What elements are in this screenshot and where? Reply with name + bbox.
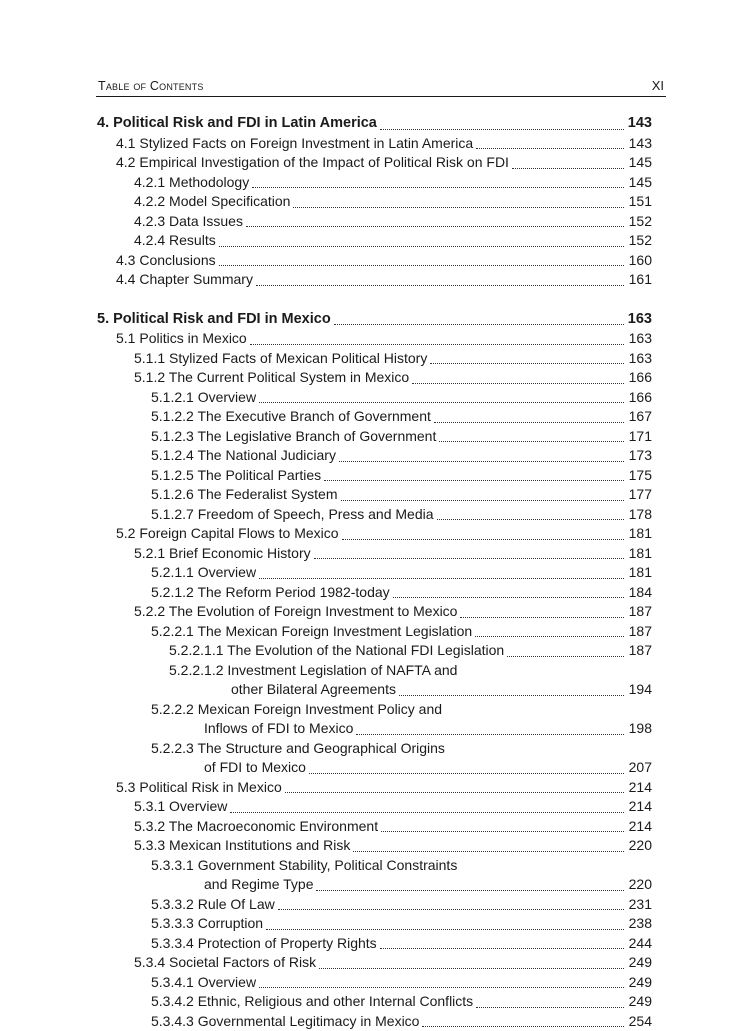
toc-entry — [96, 134, 652, 154]
toc-chapter-entry — [96, 310, 652, 330]
toc-entry-title: 5.3.1 Overview — [134, 797, 227, 817]
toc-entry — [96, 856, 652, 876]
toc-page-number: 249 — [626, 953, 652, 973]
toc-page-number: 187 — [626, 622, 652, 642]
toc-entry-title: 5.3.3.2 Rule Of Law — [151, 895, 275, 915]
dot-leader — [219, 253, 624, 266]
toc-entry-title: and Regime Type — [204, 875, 313, 895]
toc-entry-title: 5.3.3.4 Protection of Property Rights — [151, 934, 377, 954]
toc-entry — [96, 485, 652, 505]
toc-page-number: 187 — [626, 602, 652, 622]
toc-page-number: 163 — [626, 329, 652, 349]
toc-entry — [96, 817, 652, 837]
toc-page-number: 214 — [626, 797, 652, 817]
toc-page-number: 163 — [626, 349, 652, 369]
header-section-title: Table of Contents — [98, 79, 204, 93]
dot-leader — [219, 234, 624, 247]
dot-leader — [341, 488, 625, 501]
dot-leader — [380, 117, 624, 130]
toc-entry-title: 5.1.1 Stylized Facts of Mexican Political History — [134, 349, 427, 369]
toc-chapter-entry — [96, 114, 652, 134]
toc-page-number: 198 — [626, 719, 652, 739]
dot-leader — [422, 1014, 624, 1027]
running-header — [96, 77, 666, 97]
dot-leader — [334, 312, 624, 325]
toc-page-number: 194 — [626, 680, 652, 700]
toc-entry — [96, 700, 652, 720]
toc-entry — [96, 739, 652, 759]
dot-leader — [507, 644, 624, 657]
toc-entry — [96, 231, 652, 251]
toc-page-number: 161 — [626, 270, 652, 290]
toc-entry — [96, 583, 652, 603]
toc-entry — [96, 192, 652, 212]
toc-entry — [96, 407, 652, 427]
toc-entry-title: 5.3.4.2 Ethnic, Religious and other Internal Conflicts — [151, 992, 473, 1012]
toc-entry — [96, 602, 652, 622]
table-of-contents — [96, 114, 652, 1031]
toc-page-number: 220 — [626, 875, 652, 895]
toc-entry — [96, 622, 652, 642]
toc-entry-title: 5.3.2 The Macroeconomic Environment — [134, 817, 378, 837]
toc-page-number: 166 — [626, 388, 652, 408]
dot-leader — [278, 897, 624, 910]
toc-entry-title: 5.3.4 Societal Factors of Risk — [134, 953, 316, 973]
toc-entry-title: 5.2.1 Brief Economic History — [134, 544, 311, 564]
toc-entry-title: 5.3.3.3 Corruption — [151, 914, 263, 934]
toc-page-number: 254 — [626, 1012, 652, 1031]
toc-entry — [96, 368, 652, 388]
toc-entry — [96, 797, 652, 817]
dot-leader — [293, 195, 624, 208]
toc-entry — [96, 270, 652, 290]
dot-leader — [246, 214, 624, 227]
toc-entry — [96, 544, 652, 564]
toc-entry-title: 4.2.1 Methodology — [134, 173, 249, 193]
toc-entry-title: 5.2.2.2 Mexican Foreign Investment Policy and — [151, 700, 442, 720]
toc-entry — [96, 329, 652, 349]
dot-leader — [285, 780, 624, 793]
toc-entry — [96, 914, 652, 934]
toc-entry-title: 5.2 Foreign Capital Flows to Mexico — [116, 524, 339, 544]
dot-leader — [250, 332, 624, 345]
toc-page-number: 163 — [626, 310, 652, 330]
toc-page-number: 244 — [626, 934, 652, 954]
toc-entry-title: 5.2.1.2 The Reform Period 1982-today — [151, 583, 390, 603]
toc-spacer — [96, 290, 652, 310]
toc-entry-title: 5.3.4.3 Governmental Legitimacy in Mexico — [151, 1012, 419, 1031]
toc-page-number: 181 — [626, 544, 652, 564]
toc-entry — [96, 836, 652, 856]
header-page-number: XI — [652, 78, 664, 93]
dot-leader — [342, 527, 624, 540]
toc-entry — [96, 349, 652, 369]
toc-entry — [96, 895, 652, 915]
toc-entry-title: 5.3.3 Mexican Institutions and Risk — [134, 836, 350, 856]
dot-leader — [412, 371, 624, 384]
dot-leader — [256, 273, 624, 286]
dot-leader — [309, 761, 624, 774]
dot-leader — [476, 995, 624, 1008]
toc-entry-title: 4.2.2 Model Specification — [134, 192, 290, 212]
toc-entry — [96, 641, 652, 661]
toc-entry-title: 5.1.2.2 The Executive Branch of Government — [151, 407, 431, 427]
toc-entry-title: Inflows of FDI to Mexico — [204, 719, 353, 739]
toc-entry-title: 5.1.2.3 The Legislative Branch of Government — [151, 427, 436, 447]
toc-entry — [96, 661, 652, 681]
toc-page-number: 231 — [626, 895, 652, 915]
toc-entry — [96, 153, 652, 173]
toc-entry — [96, 934, 652, 954]
toc-page-number: 145 — [626, 173, 652, 193]
toc-entry-title: 5.2.1.1 Overview — [151, 563, 256, 583]
toc-page-number: 249 — [626, 973, 652, 993]
toc-page-number: 171 — [626, 427, 652, 447]
toc-entry-title: 5.1.2.4 The National Judiciary — [151, 446, 336, 466]
toc-page-number: 152 — [626, 212, 652, 232]
toc-entry-title: 4.1 Stylized Facts on Foreign Investment in Latin America — [116, 134, 473, 154]
toc-entry-title: 4.4 Chapter Summary — [116, 270, 253, 290]
toc-entry-title: 4.2.3 Data Issues — [134, 212, 243, 232]
toc-entry — [96, 973, 652, 993]
toc-entry — [96, 758, 652, 778]
dot-leader — [381, 819, 624, 832]
toc-page-number: 187 — [626, 641, 652, 661]
toc-entry-title: 5.1.2.5 The Political Parties — [151, 466, 321, 486]
toc-entry — [96, 388, 652, 408]
toc-entry-title: 5.1.2.1 Overview — [151, 388, 256, 408]
toc-entry-title: 5.2.2.1.1 The Evolution of the National FDI Legislation — [169, 641, 504, 661]
dot-leader — [266, 917, 624, 930]
toc-entry — [96, 251, 652, 271]
toc-entry — [96, 1012, 652, 1031]
toc-entry-title: 5.2.2.1 The Mexican Foreign Investment Legislation — [151, 622, 472, 642]
dot-leader — [356, 722, 624, 735]
toc-entry — [96, 875, 652, 895]
dot-leader — [324, 468, 624, 481]
dot-leader — [434, 410, 624, 423]
dot-leader — [393, 585, 624, 598]
toc-page-number: 177 — [626, 485, 652, 505]
dot-leader — [230, 800, 624, 813]
toc-entry-title: 5.3 Political Risk in Mexico — [116, 778, 282, 798]
dot-leader — [314, 546, 624, 559]
toc-page-number: 249 — [626, 992, 652, 1012]
dot-leader — [476, 136, 624, 149]
toc-entry — [96, 953, 652, 973]
toc-page-number: 160 — [626, 251, 652, 271]
toc-entry — [96, 446, 652, 466]
toc-entry-title: 5.2.2.3 The Structure and Geographical Origins — [151, 739, 445, 759]
toc-page-number: 181 — [626, 524, 652, 544]
toc-entry-title: 5.1.2 The Current Political System in Mexico — [134, 368, 409, 388]
dot-leader — [252, 175, 624, 188]
toc-entry — [96, 212, 652, 232]
toc-entry — [96, 563, 652, 583]
dot-leader — [259, 390, 624, 403]
toc-entry — [96, 778, 652, 798]
dot-leader — [353, 839, 624, 852]
toc-page-number: 238 — [626, 914, 652, 934]
toc-page-number: 143 — [626, 114, 652, 134]
toc-entry — [96, 719, 652, 739]
dot-leader — [259, 566, 624, 579]
toc-entry-title: 5.2.2.1.2 Investment Legislation of NAFTA and — [169, 661, 457, 681]
toc-entry-title: of FDI to Mexico — [204, 758, 306, 778]
dot-leader — [439, 429, 624, 442]
toc-entry-title: 4.2 Empirical Investigation of the Impact of Political Risk on FDI — [116, 153, 509, 173]
dot-leader — [339, 449, 624, 462]
dot-leader — [512, 156, 624, 169]
toc-page-number: 214 — [626, 778, 652, 798]
toc-entry-title: other Bilateral Agreements — [231, 680, 396, 700]
toc-page-number: 181 — [626, 563, 652, 583]
toc-entry-title: 5.3.4.1 Overview — [151, 973, 256, 993]
dot-leader — [475, 624, 624, 637]
toc-page-number: 143 — [626, 134, 652, 154]
toc-page-number: 214 — [626, 817, 652, 837]
toc-page-number: 175 — [626, 466, 652, 486]
toc-entry-title: 4.2.4 Results — [134, 231, 216, 251]
toc-page-number: 173 — [626, 446, 652, 466]
dot-leader — [399, 683, 624, 696]
toc-entry — [96, 680, 652, 700]
toc-page-number: 166 — [626, 368, 652, 388]
toc-entry-title: 5.1.2.7 Freedom of Speech, Press and Media — [151, 505, 434, 525]
toc-page-number: 178 — [626, 505, 652, 525]
toc-entry-title: 5. Political Risk and FDI in Mexico — [97, 310, 331, 330]
toc-page-number: 151 — [626, 192, 652, 212]
toc-entry-title: 5.2.2 The Evolution of Foreign Investment to Mexico — [134, 602, 457, 622]
toc-entry-title: 4.3 Conclusions — [116, 251, 216, 271]
toc-entry-title: 4. Political Risk and FDI in Latin America — [97, 114, 377, 134]
toc-entry-title: 5.3.3.1 Government Stability, Political Constraints — [151, 856, 457, 876]
toc-entry — [96, 466, 652, 486]
toc-entry — [96, 524, 652, 544]
toc-page-number: 220 — [626, 836, 652, 856]
dot-leader — [316, 878, 624, 891]
dot-leader — [259, 975, 624, 988]
toc-page-number: 184 — [626, 583, 652, 603]
toc-page-number: 152 — [626, 231, 652, 251]
dot-leader — [460, 605, 624, 618]
toc-entry — [96, 992, 652, 1012]
toc-page-number: 167 — [626, 407, 652, 427]
dot-leader — [437, 507, 625, 520]
toc-entry — [96, 173, 652, 193]
toc-page-number: 145 — [626, 153, 652, 173]
toc-entry — [96, 505, 652, 525]
toc-entry-title: 5.1.2.6 The Federalist System — [151, 485, 338, 505]
dot-leader — [430, 351, 624, 364]
toc-page-number: 207 — [626, 758, 652, 778]
dot-leader — [380, 936, 624, 949]
toc-entry-title: 5.1 Politics in Mexico — [116, 329, 247, 349]
toc-entry — [96, 427, 652, 447]
dot-leader — [319, 956, 624, 969]
